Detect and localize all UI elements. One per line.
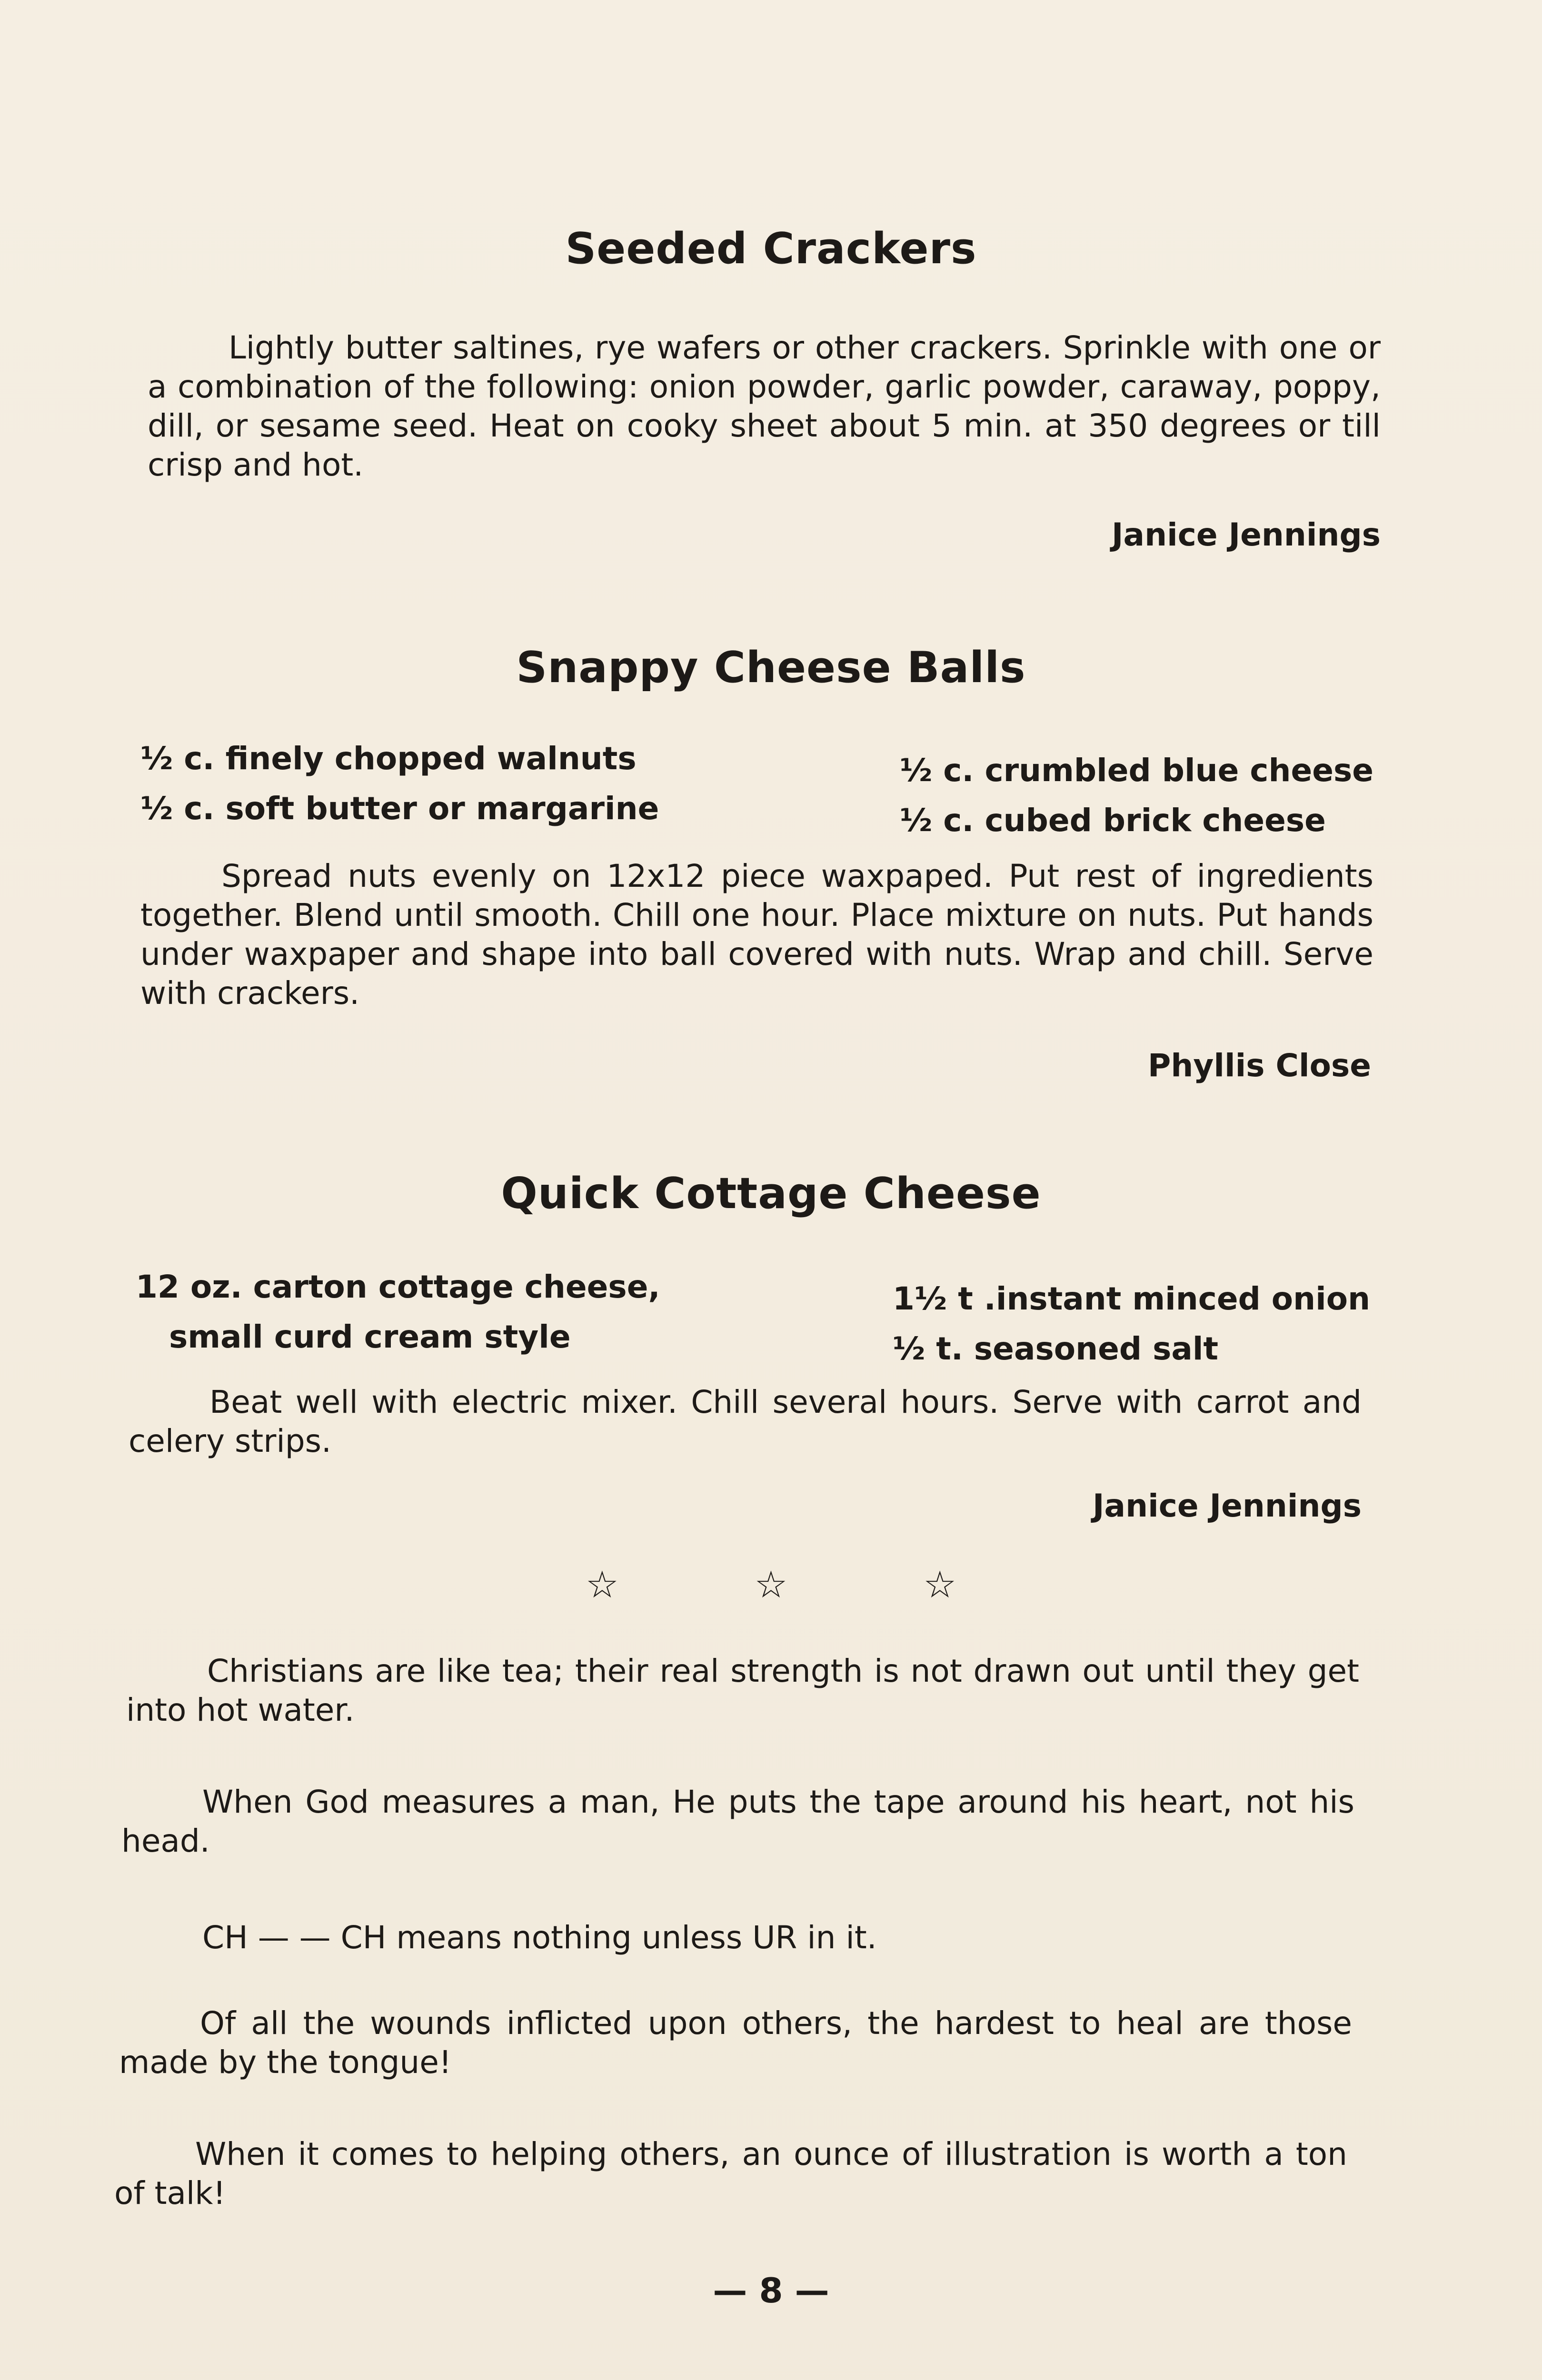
recipe-directions-quick-cottage-cheese <box>129 1383 1362 1461</box>
recipe-directions-seeded-crackers <box>148 328 1381 485</box>
recipe-author-quick-cottage-cheese: Janice Jennings <box>1093 1488 1362 1524</box>
recipe-author-seeded-crackers: Janice Jennings <box>1112 516 1381 553</box>
recipe-directions-snappy-cheese-balls <box>140 857 1373 1013</box>
saying-text: Christians are like tea; their real strength is not drawn out until they get into hot water. <box>126 1653 1359 1728</box>
directions-text: Beat well with electric mixer. Chill several hours. Serve with carrot and celery strips. <box>129 1384 1362 1459</box>
saying-text: When it comes to helping others, an ounce of illustration is worth a ton of talk! <box>114 2136 1347 2211</box>
saying <box>114 2135 1347 2213</box>
recipe-author-snappy-cheese-balls: Phyllis Close <box>1148 1047 1371 1084</box>
star-separator: ☆ ☆ ☆ <box>585 1564 1019 1606</box>
page-number: — 8 — <box>713 2271 829 2311</box>
ingredient-item: ½ c. crumbled blue cheese <box>900 752 1374 789</box>
saying <box>121 1918 1354 1957</box>
saying-text: Of all the wounds inflicted upon others, the hardest to heal are those made by the tongue! <box>119 2005 1352 2081</box>
saying-text: When God measures a man, He puts the tape around his heart, not his head. <box>121 1784 1354 1859</box>
saying <box>121 1783 1354 1861</box>
ingredient-item: small curd cream style <box>169 1319 571 1355</box>
ingredient-item: ½ c. cubed brick cheese <box>900 802 1326 839</box>
saying <box>126 1652 1359 1730</box>
saying-text: CH — — CH means nothing unless UR in it. <box>202 1919 877 1956</box>
directions-text: Spread nuts evenly on 12x12 piece waxpaped. Put rest of ingredients together. Blend until smooth. Chill one hour. Place mixture on nuts. Put hands under waxpaper and shape into ball covered with nuts. Wrap and chill. Serve with crackers. <box>140 858 1373 1012</box>
recipe-title-seeded-crackers: Seeded Crackers <box>565 224 977 274</box>
directions-text: Lightly butter saltines, rye wafers or other crackers. Sprinkle with one or a combination of the following: onion powder, garlic powder, caraway, poppy, dill, or sesame seed. Heat on cooky sheet about 5 min. at 350 degrees or till crisp and hot. <box>148 329 1381 483</box>
recipe-title-snappy-cheese-balls: Snappy Cheese Balls <box>516 643 1026 693</box>
ingredient-item: 12 oz. carton cottage cheese, <box>136 1269 660 1305</box>
ingredient-item: ½ c. finely chopped walnuts <box>140 740 637 777</box>
saying <box>119 2004 1352 2082</box>
ingredient-item: ½ t. seasoned salt <box>893 1330 1219 1367</box>
ingredient-item: 1½ t .instant minced onion <box>893 1280 1371 1317</box>
recipe-title-quick-cottage-cheese: Quick Cottage Cheese <box>501 1169 1041 1219</box>
ingredient-item: ½ c. soft butter or margarine <box>140 790 659 827</box>
